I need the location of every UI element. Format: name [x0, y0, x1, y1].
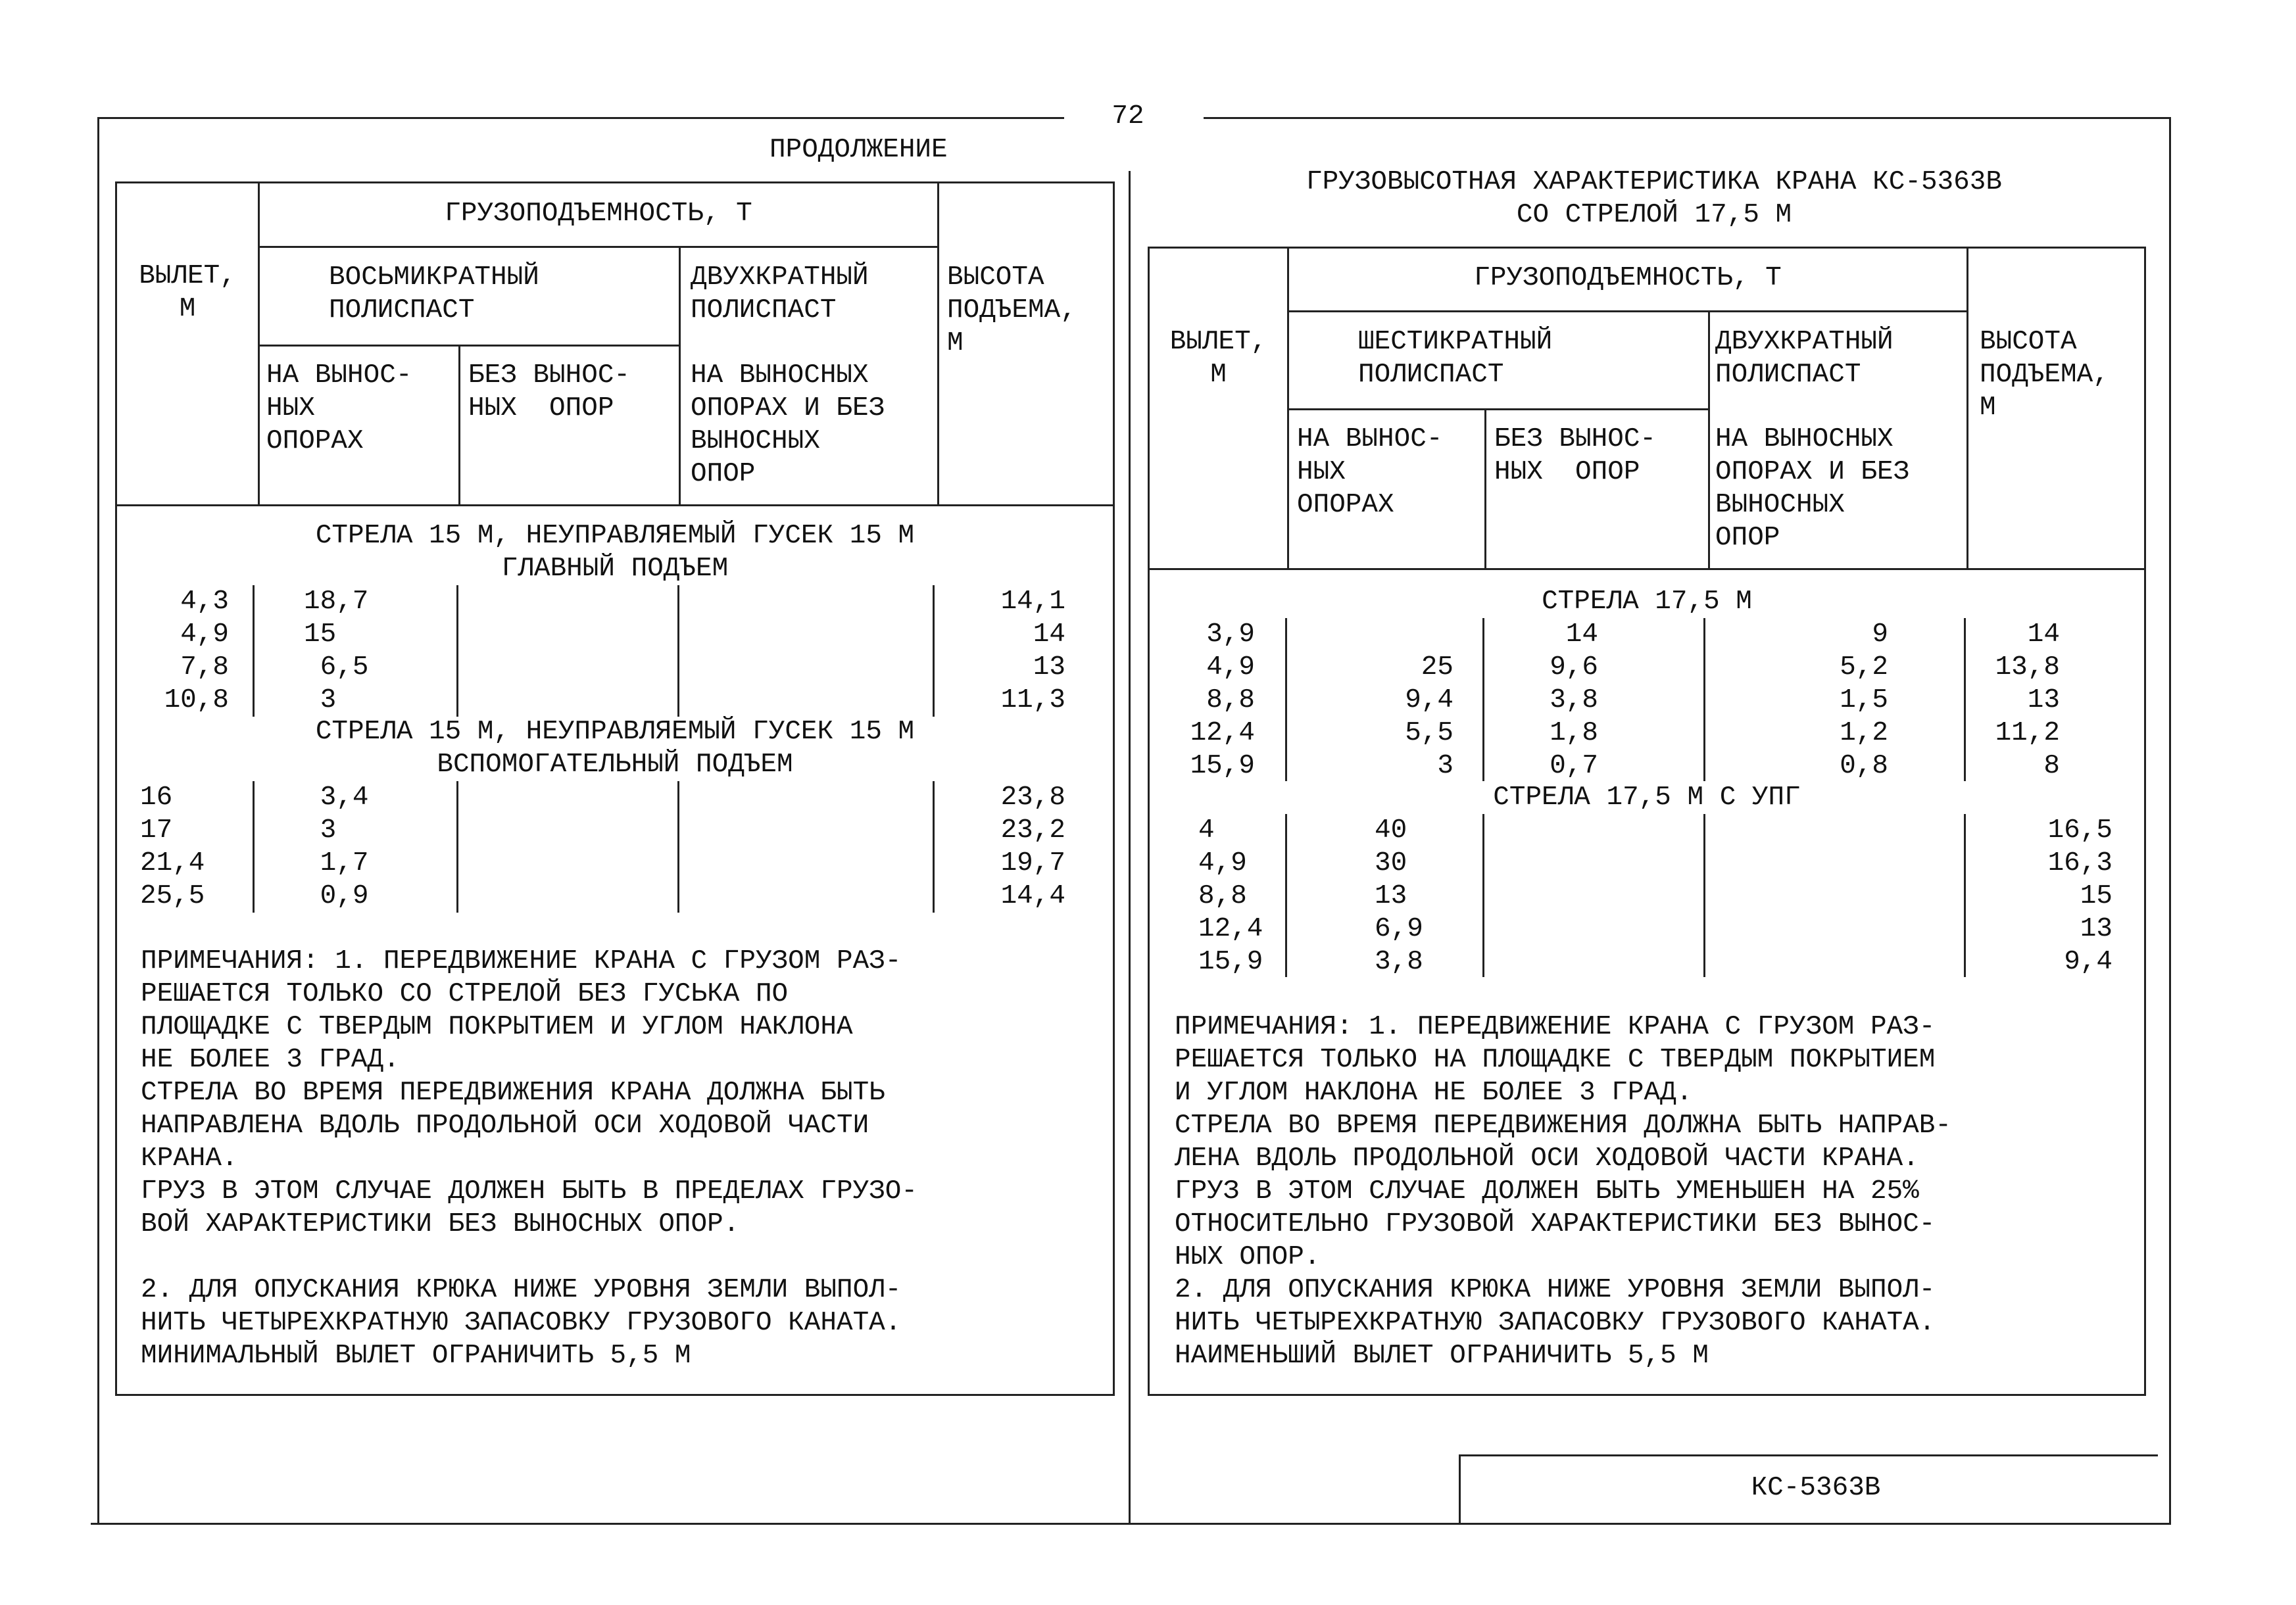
left-s1-v4 — [933, 585, 935, 717]
right-header-v1 — [1287, 247, 1289, 568]
table-cell-height: 9,4 — [2064, 947, 2113, 977]
table-cell-reach: 4,9 — [180, 619, 229, 650]
frame-left — [97, 117, 99, 1524]
left-header-no-outriggers: БЕЗ ВЫНОС- НЫХ ОПОР — [468, 360, 631, 423]
table-cell-two: 1,2 — [1840, 718, 1888, 748]
table-cell-off: 9,6 — [1550, 652, 1598, 683]
table-cell-reach: 16 — [140, 782, 173, 813]
right-header-sixfold: ШЕСТИКРАТНЫЙ ПОЛИСПАСТ — [1358, 327, 1553, 390]
note-line: РЕШАЕТСЯ ТОЛЬКО НА ПЛОЩАДКЕ С ТВЕРДЫМ ПОКРЫТИЕМ — [1175, 1045, 1936, 1075]
right-section2-title: СТРЕЛА 17,5 М С УПГ — [1493, 782, 1801, 813]
left-s2-v3 — [677, 781, 679, 913]
table-cell-reach: 3,9 — [1206, 619, 1255, 650]
right-table-bottom — [1148, 1394, 2146, 1396]
table-cell-off: 3,8 — [1550, 685, 1598, 715]
note-line: 2. ДЛЯ ОПУСКАНИЯ КРЮКА НИЖЕ УРОВНЯ ЗЕМЛИ ВЫПОЛ- — [141, 1275, 902, 1305]
left-section2-title: СТРЕЛА 15 М, НЕУПРАВЛЯЕМЫЙ ГУСЕК 15 М — [315, 717, 915, 747]
table-cell-reach: 8,8 — [1206, 685, 1255, 715]
note-line: НЕ БОЛЕЕ 3 ГРАД. — [141, 1045, 400, 1075]
table-cell-reach: 15,9 — [1198, 947, 1263, 977]
table-cell-on: 1,7 — [304, 848, 369, 878]
right-s1-v4 — [1964, 618, 1966, 781]
left-table-right — [1113, 181, 1115, 1396]
left-s2-v1 — [253, 781, 255, 913]
table-cell-on: 5,5 — [1405, 718, 1453, 748]
note-line: НАИМЕНЬШИЙ ВЫЛЕТ ОГРАНИЧИТЬ 5,5 М — [1175, 1341, 1709, 1371]
frame-top-left — [97, 117, 1064, 119]
table-cell-on: 3 — [1437, 751, 1453, 781]
note-line: ВОЙ ХАРАКТЕРИСТИКИ БЕЗ ВЫНОСНЫХ ОПОР. — [141, 1209, 740, 1239]
table-cell-height: 13 — [1033, 652, 1065, 683]
right-header-twofold: ДВУХКРАТНЫЙ ПОЛИСПАСТ — [1715, 327, 1893, 390]
table-cell-height: 23,2 — [1000, 815, 1065, 846]
table-cell-on: 18,7 — [304, 587, 369, 617]
left-table-top — [115, 181, 1115, 183]
note-line: ПЛОЩАДКЕ С ТВЕРДЫМ ПОКРЫТИЕМ И УГЛОМ НАКЛОНА — [141, 1012, 853, 1042]
table-cell-two: 9 — [1872, 619, 1888, 650]
table-cell-height: 14,4 — [1000, 881, 1065, 911]
right-table-left — [1148, 247, 1150, 1396]
table-cell-two: 1,5 — [1840, 685, 1888, 715]
left-header-height: ВЫСОТА ПОДЪЕМА, М — [947, 262, 1077, 358]
right-header-bottom — [1148, 568, 2146, 570]
left-s2-v2 — [456, 781, 458, 913]
right-header-h2 — [1287, 408, 1708, 410]
table-cell-two: 5,2 — [1840, 652, 1888, 683]
table-cell-height: 15 — [2080, 881, 2113, 911]
right-s1-v2 — [1482, 618, 1484, 781]
table-cell-off: 14 — [1565, 619, 1598, 650]
note-line: РЕШАЕТСЯ ТОЛЬКО СО СТРЕЛОЙ БЕЗ ГУСЬКА ПО — [141, 979, 789, 1009]
left-s1-v1 — [253, 585, 255, 717]
left-section1-title: СТРЕЛА 15 М, НЕУПРАВЛЯЕМЫЙ ГУСЕК 15 М — [315, 521, 915, 551]
left-header-bottom — [115, 504, 1115, 506]
right-s1-v1 — [1285, 618, 1287, 781]
table-cell-reach: 4,3 — [180, 587, 229, 617]
table-cell-reach: 4,9 — [1198, 848, 1247, 878]
table-cell-on: 6,5 — [304, 652, 369, 683]
left-s1-v3 — [677, 585, 679, 717]
left-header-reach: ВЫЛЕТ, М — [139, 261, 236, 324]
table-cell-height: 16,5 — [2047, 815, 2113, 846]
table-cell-reach: 21,4 — [140, 848, 205, 878]
left-table-bottom — [115, 1394, 1115, 1396]
right-title-line1: ГРУЗОВЫСОТНАЯ ХАРАКТЕРИСТИКА КРАНА КС-5363В — [1306, 167, 2002, 197]
left-header-eightfold: ВОСЬМИКРАТНЫЙ ПОЛИСПАСТ — [329, 262, 539, 325]
right-header-capacity: ГРУЗОПОДЪЕМНОСТЬ, Т — [1474, 263, 1782, 293]
left-header-twofold: ДВУХКРАТНЫЙ ПОЛИСПАСТ — [691, 262, 869, 325]
left-table-left — [115, 181, 117, 1396]
right-header-no-outriggers: БЕЗ ВЫНОС- НЫХ ОПОР — [1494, 424, 1657, 487]
note-line: СТРЕЛА ВО ВРЕМЯ ПЕРЕДВИЖЕНИЯ ДОЛЖНА БЫТЬ НАПРАВ- — [1175, 1111, 1951, 1141]
table-cell-on: 15 — [304, 619, 337, 650]
table-cell-reach: 15,9 — [1190, 751, 1255, 781]
note-line: ПРИМЕЧАНИЯ: 1. ПЕРЕДВИЖЕНИЕ КРАНА С ГРУЗОМ РАЗ- — [1175, 1012, 1936, 1042]
table-cell-height: 13,8 — [1995, 652, 2060, 683]
note-line: ГРУЗ В ЭТОМ СЛУЧАЕ ДОЛЖЕН БЫТЬ В ПРЕДЕЛАХ ГРУЗО- — [141, 1176, 917, 1207]
table-cell-reach: 4,9 — [1206, 652, 1255, 683]
table-cell-height: 11,3 — [1000, 685, 1065, 715]
stamp-label: КС-5363В — [1751, 1473, 1881, 1503]
right-table-top — [1148, 247, 2146, 249]
table-cell-on: 3,8 — [1375, 947, 1423, 977]
table-cell-height: 14,1 — [1000, 587, 1065, 617]
frame-top-right — [1204, 117, 2170, 119]
note-line: НЫХ ОПОР. — [1175, 1242, 1321, 1272]
left-header-h2 — [258, 345, 679, 347]
right-s2-v2 — [1482, 814, 1484, 977]
note-line: 2. ДЛЯ ОПУСКАНИЯ КРЮКА НИЖЕ УРОВНЯ ЗЕМЛИ ВЫПОЛ- — [1175, 1275, 1936, 1305]
table-cell-on: 3 — [304, 815, 337, 846]
right-header-v-height — [1966, 247, 1968, 568]
table-cell-height: 11,2 — [1995, 718, 2060, 748]
note-line: КРАНА. — [141, 1143, 238, 1174]
table-cell-height: 23,8 — [1000, 782, 1065, 813]
table-cell-height: 14 — [1033, 619, 1065, 650]
left-s1-v2 — [456, 585, 458, 717]
right-header-height: ВЫСОТА ПОДЪЕМА, М — [1980, 327, 2109, 423]
right-header-v3 — [1484, 408, 1486, 568]
table-cell-reach: 10,8 — [164, 685, 229, 715]
right-header-reach: ВЫЛЕТ, М — [1169, 327, 1267, 390]
table-cell-off: 1,8 — [1550, 718, 1598, 748]
right-header-on-outriggers: НА ВЫНОС- НЫХ ОПОРАХ — [1297, 424, 1443, 520]
left-header-capacity: ГРУЗОПОДЪЕМНОСТЬ, Т — [445, 199, 752, 229]
left-s2-v4 — [933, 781, 935, 913]
note-line: СТРЕЛА ВО ВРЕМЯ ПЕРЕДВИЖЕНИЯ КРАНА ДОЛЖНА БЫТЬ — [141, 1078, 885, 1108]
note-line: МИНИМАЛЬНЫЙ ВЫЛЕТ ОГРАНИЧИТЬ 5,5 М — [141, 1341, 691, 1371]
note-line: И УГЛОМ НАКЛОНА НЕ БОЛЕЕ 3 ГРАД. — [1175, 1078, 1693, 1108]
continuation-label: ПРОДОЛЖЕНИЕ — [769, 135, 948, 165]
table-cell-height: 14 — [2027, 619, 2060, 650]
table-cell-height: 8 — [2043, 751, 2060, 781]
table-cell-on: 6,9 — [1375, 914, 1423, 944]
table-cell-on: 30 — [1375, 848, 1407, 878]
right-header-v2 — [1708, 310, 1710, 568]
table-cell-on: 9,4 — [1405, 685, 1453, 715]
page-number: 72 — [1111, 101, 1144, 132]
note-line: НАПРАВЛЕНА ВДОЛЬ ПРОДОЛЬНОЙ ОСИ ХОДОВОЙ ЧАСТИ — [141, 1111, 869, 1141]
table-cell-on: 13 — [1375, 881, 1407, 911]
left-section1-subtitle: ГЛАВНЫЙ ПОДЪЕМ — [501, 554, 729, 584]
right-s1-v3 — [1703, 618, 1705, 781]
left-section2-subtitle: ВСПОМОГАТЕЛЬНЫЙ ПОДЪЕМ — [437, 750, 793, 780]
note-line: ГРУЗ В ЭТОМ СЛУЧАЕ ДОЛЖЕН БЫТЬ УМЕНЬШЕН НА 25% — [1175, 1176, 1919, 1207]
table-cell-height: 13 — [2027, 685, 2060, 715]
table-cell-height: 19,7 — [1000, 848, 1065, 878]
table-cell-on: 25 — [1421, 652, 1453, 683]
table-cell-on: 3 — [304, 685, 337, 715]
left-header-v3 — [458, 345, 460, 504]
left-header-v2 — [679, 246, 681, 504]
right-s2-v3 — [1703, 814, 1705, 977]
table-cell-reach: 12,4 — [1198, 914, 1263, 944]
table-cell-on: 40 — [1375, 815, 1407, 846]
table-cell-on: 3,4 — [304, 782, 369, 813]
table-cell-reach: 7,8 — [180, 652, 229, 683]
table-cell-height: 16,3 — [2047, 848, 2113, 878]
right-header-h1 — [1287, 310, 1966, 312]
frame-right — [2169, 117, 2171, 1524]
note-line: ПРИМЕЧАНИЯ: 1. ПЕРЕДВИЖЕНИЕ КРАНА С ГРУЗОМ РАЗ- — [141, 946, 902, 976]
note-line: ОТНОСИТЕЛЬНО ГРУЗОВОЙ ХАРАКТЕРИСТИКИ БЕЗ ВЫНОС- — [1175, 1209, 1936, 1239]
table-cell-reach: 4 — [1198, 815, 1215, 846]
table-cell-off: 0,7 — [1550, 751, 1598, 781]
left-header-h1 — [258, 246, 937, 248]
right-s2-v4 — [1964, 814, 1966, 977]
table-cell-two: 0,8 — [1840, 751, 1888, 781]
right-table-right — [2144, 247, 2146, 1396]
right-title-line2: СО СТРЕЛОЙ 17,5 М — [1516, 200, 1792, 230]
table-cell-reach: 12,4 — [1190, 718, 1255, 748]
note-line: НИТЬ ЧЕТЫРЕХКРАТНУЮ ЗАПАСОВКУ ГРУЗОВОГО КАНАТА. — [141, 1308, 902, 1338]
right-header-on-and-without: НА ВЫНОСНЫХ ОПОРАХ И БЕЗ ВЫНОСНЫХ ОПОР — [1715, 424, 1910, 553]
left-header-on-outriggers: НА ВЫНОС- НЫХ ОПОРАХ — [266, 360, 412, 456]
table-cell-reach: 17 — [140, 815, 173, 846]
note-line: ЛЕНА ВДОЛЬ ПРОДОЛЬНОЙ ОСИ ХОДОВОЙ ЧАСТИ КРАНА. — [1175, 1143, 1919, 1174]
left-header-v-height — [937, 181, 939, 504]
left-header-on-and-without: НА ВЫНОСНЫХ ОПОРАХ И БЕЗ ВЫНОСНЫХ ОПОР — [691, 360, 885, 489]
table-cell-height: 13 — [2080, 914, 2113, 944]
table-cell-reach: 25,5 — [140, 881, 205, 911]
table-cell-on: 0,9 — [304, 881, 369, 911]
right-section1-title: СТРЕЛА 17,5 М — [1542, 587, 1752, 617]
table-cell-reach: 8,8 — [1198, 881, 1247, 911]
frame-center-divider — [1129, 171, 1131, 1524]
note-line: НИТЬ ЧЕТЫРЕХКРАТНУЮ ЗАПАСОВКУ ГРУЗОВОГО КАНАТА. — [1175, 1308, 1936, 1338]
